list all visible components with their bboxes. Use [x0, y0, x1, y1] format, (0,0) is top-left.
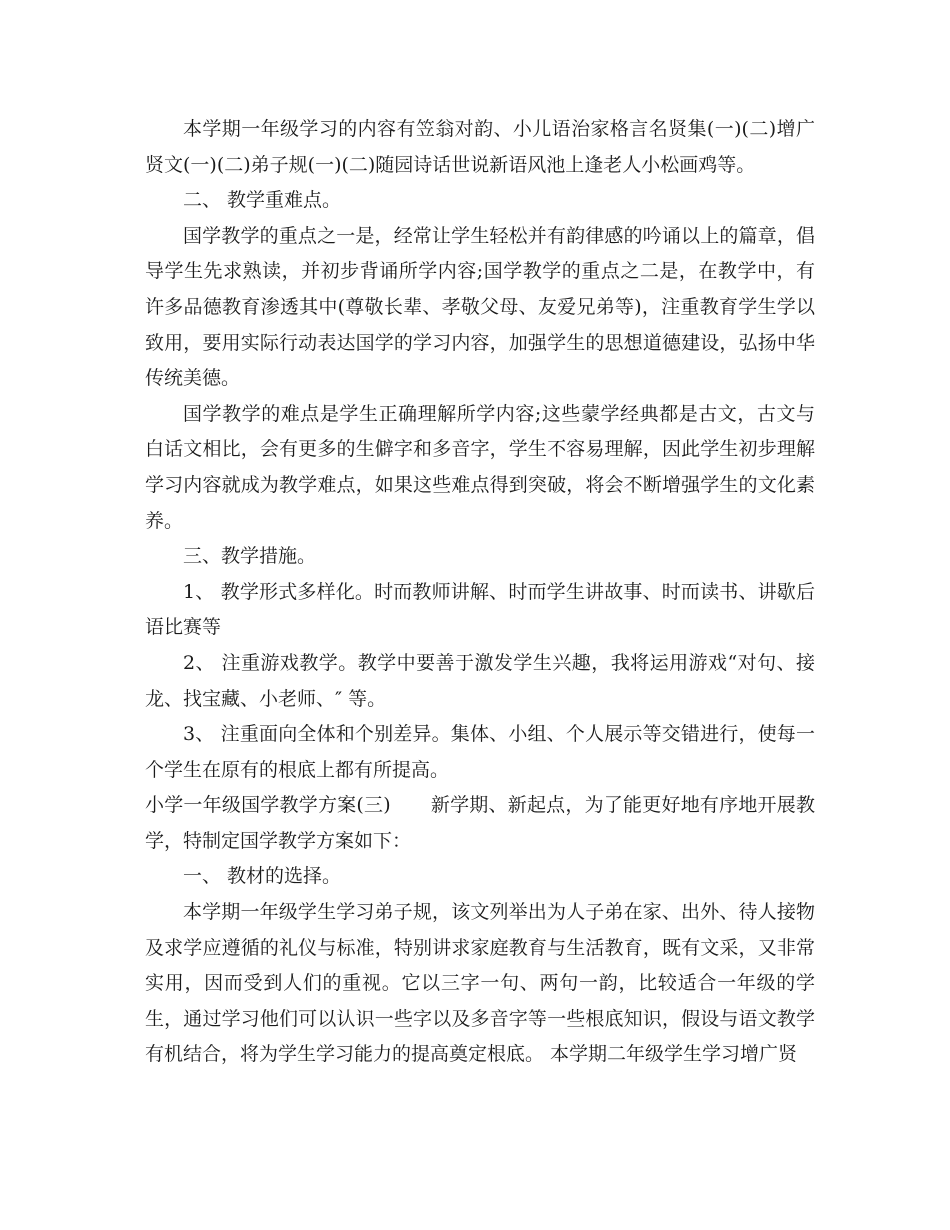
document-page	[145, 112, 815, 1073]
paragraph-textbook-description: 本学期一年级学生学习弟子规，该文列举出为人子弟在家、出外、待人接物及求学应遵循的礼仪与标准，特别讲求家庭教育与生活教育，既有文采，又非常实用，因而受到人们的重视。它以三字一句、两句一韵，比较适合一年级的学生，通过学习他们可以认识一些字以及多音字等一些根底知识，假设与语文教学有机结合，将为学生学习能力的提高奠定根底。 本学期二年级学生学习增广贤	[145, 901, 815, 1066]
section-intro: 新学期、新起点，为了能更好地有序地开展教学，特制定国学教学方案如下：	[145, 794, 815, 852]
list-item-measure-2: 2、 注重游戏教学。教学中要善于激发学生兴趣，我将运用游戏“对句、接龙、找宝藏、小老师、″ 等。	[145, 651, 815, 710]
heading-key-difficult-points: 二、 教学重难点。	[183, 189, 342, 212]
list-item-measure-3: 3、 注重面向全体和个别差异。集体、小组、个人展示等交错进行，使每一个学生在原有的根底上都有所提高。	[145, 723, 815, 781]
paragraph-difficult-points: 国学教学的难点是学生正确理解所学内容;这些蒙学经典都是古文，古文与白话文相比，会有更多的生僻字和多音字，学生不容易理解，因此学生初步理解学习内容就成为教学难点，如果这些难点得到突破，将会不断增强学生的文化素养。	[145, 402, 815, 532]
heading-teaching-measures: 三、教学措施。	[183, 545, 317, 568]
section-title: 小学一年级国学教学方案(三)	[145, 794, 391, 817]
section-header-plan-three	[145, 788, 815, 859]
paragraph-key-points: 国学教学的重点之一是，经常让学生轻松并有韵律感的吟诵以上的篇章，倡导学生先求熟读，并初步背诵所学内容;国学教学的重点之二是，在教学中，有许多品德教育渗透其中(尊敬长辈、孝敬父母、友爱兄弟等)，注重教育学生学以致用，要用实际行动表达国学的学习内容，加强学生的思想道德建设，弘扬中华传统美德。	[145, 224, 815, 390]
heading-textbook-selection: 一、 教材的选择。	[183, 865, 342, 888]
list-item-measure-1: 1、 教学形式多样化。时而教师讲解、时而学生讲故事、时而读书、讲歇后语比赛等	[145, 580, 815, 639]
paragraph-content-intro: 本学期一年级学习的内容有笠翁对韵、小儿语治家格言名贤集(一)(二)增广贤文(一)(二)弟子规(一)(二)随园诗话世说新语风池上逢老人小松画鸡等。	[145, 118, 815, 176]
